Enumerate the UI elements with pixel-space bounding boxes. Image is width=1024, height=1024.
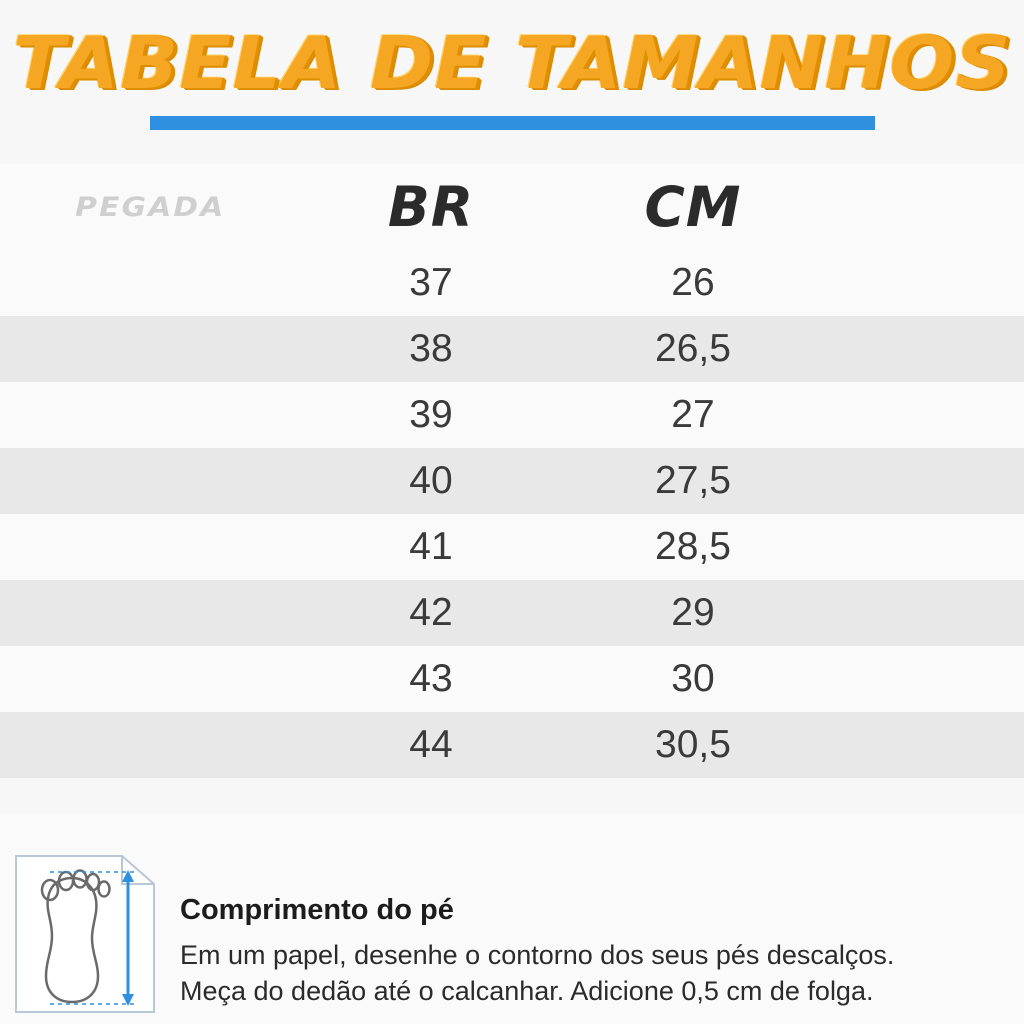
instructions-line-2: Meça do dedão até o calcanhar. Adicione 0,5 cm de folga. xyxy=(180,976,874,1006)
page-title-block xyxy=(0,0,1024,130)
cell-br: 37 xyxy=(409,261,453,304)
cell-br: 43 xyxy=(409,657,453,700)
column-header-cm: CM xyxy=(644,175,742,239)
column-header-br: BR xyxy=(387,175,475,239)
instructions-line-1: Em um papel, desenhe o contorno dos seus pés descalços. xyxy=(180,940,895,970)
instructions-title: Comprimento do pé xyxy=(180,894,454,926)
cell-cm: 30 xyxy=(671,657,715,700)
table-header-row xyxy=(0,164,1024,250)
cell-br: 40 xyxy=(409,459,453,502)
size-table xyxy=(0,164,1024,778)
brand-logo-cell xyxy=(0,192,300,223)
cell-br: 41 xyxy=(409,525,453,568)
brand-logo: PEGADA xyxy=(74,191,226,223)
table-row xyxy=(0,250,1024,316)
table-row xyxy=(0,514,1024,580)
table-row xyxy=(0,646,1024,712)
table-row xyxy=(0,712,1024,778)
cell-cm: 27 xyxy=(671,393,715,436)
instructions-footer xyxy=(0,814,1024,1024)
instructions-text xyxy=(180,832,894,1009)
cell-br: 42 xyxy=(409,591,453,634)
cell-br: 38 xyxy=(409,327,453,370)
table-row xyxy=(0,316,1024,382)
title-underline xyxy=(150,116,875,130)
cell-cm: 30,5 xyxy=(655,723,731,766)
cell-br: 44 xyxy=(409,723,453,766)
table-row xyxy=(0,580,1024,646)
cell-cm: 28,5 xyxy=(655,525,731,568)
foot-outline-icon xyxy=(10,832,160,1022)
table-row xyxy=(0,382,1024,448)
cell-cm: 29 xyxy=(671,591,715,634)
page-title: TABELA DE TAMANHOS xyxy=(12,21,1012,105)
cell-br: 39 xyxy=(409,393,453,436)
cell-cm: 26,5 xyxy=(655,327,731,370)
table-row xyxy=(0,448,1024,514)
cell-cm: 26 xyxy=(671,261,715,304)
cell-cm: 27,5 xyxy=(655,459,731,502)
